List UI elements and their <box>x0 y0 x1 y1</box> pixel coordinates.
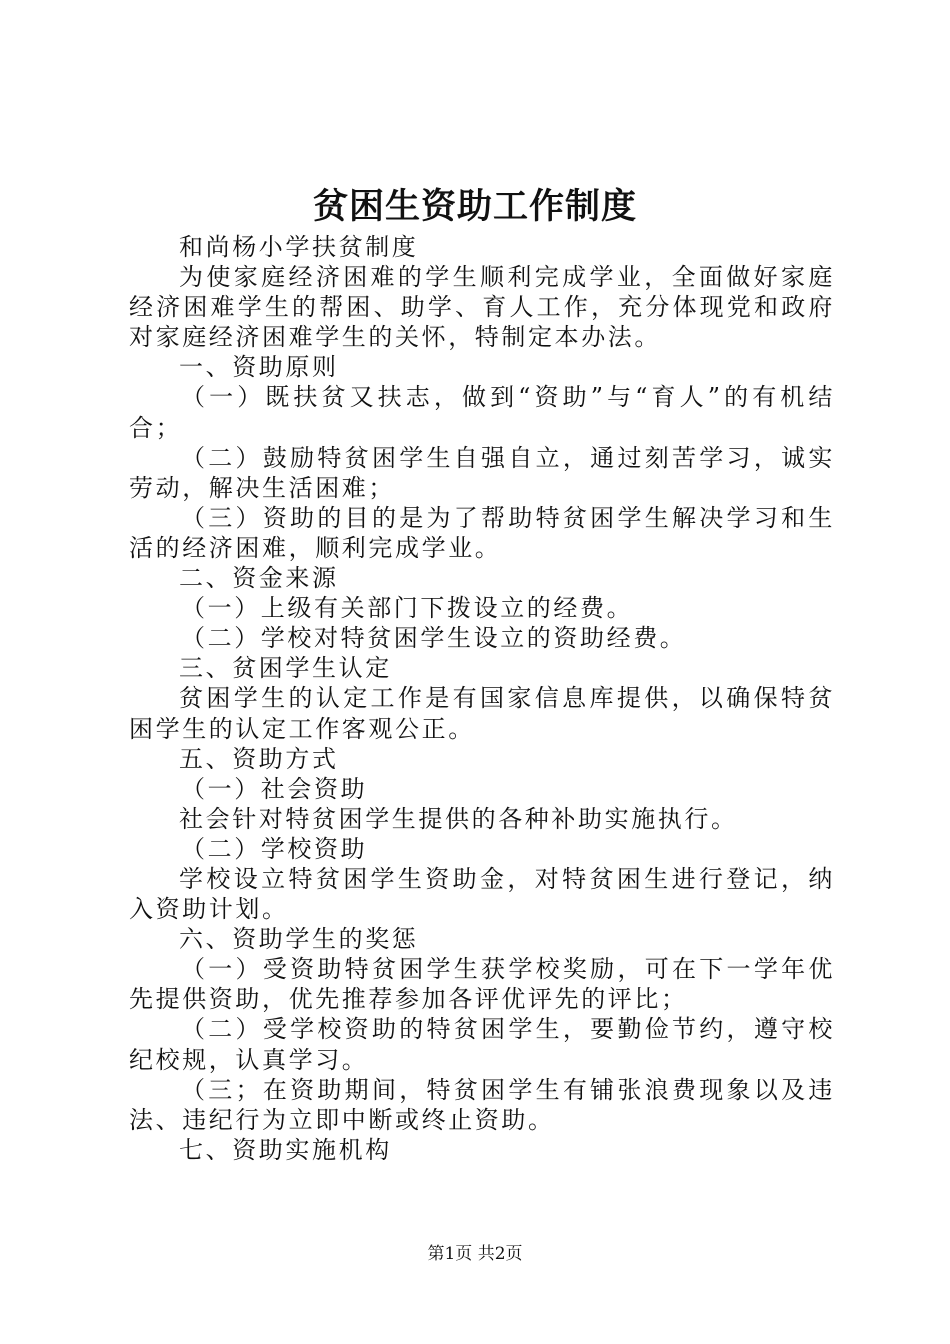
paragraph: （一）既扶贫又扶志，做到“资助”与“育人”的有机结合； <box>129 383 835 442</box>
section-heading: 一、资助原则 <box>179 353 339 382</box>
paragraph: 社会针对特贫困学生提供的各种补助实施执行。 <box>179 804 738 833</box>
paragraph: （二）学校资助 <box>181 834 368 863</box>
paragraph: 为使家庭经济困难的学生顺利完成学业，全面做好家庭经济困难学生的帮困、助学、育人工作，充分体现党和政府对家庭经济困难学生的关怀，特制定本办法。 <box>129 263 835 352</box>
paragraph: （二）学校对特贫困学生设立的资助经费。 <box>181 624 687 653</box>
section-heading: 六、资助学生的奖惩 <box>179 925 419 954</box>
paragraph: （一）上级有关部门下拨设立的经费。 <box>181 594 634 623</box>
section-heading: 五、资助方式 <box>179 744 339 773</box>
document-body <box>129 232 835 1165</box>
paragraph: （二）受学校资助的特贫困学生，要勤俭节约，遵守校纪校规，认真学习。 <box>129 1015 835 1074</box>
paragraph: 贫困学生的认定工作是有国家信息库提供，以确保特贫困学生的认定工作客观公正。 <box>129 684 835 743</box>
paragraph: 和尚杨小学扶贫制度 <box>179 233 419 261</box>
document-title: 贫困生资助工作制度 <box>312 186 637 227</box>
page-footer: 第1页 共2页 <box>427 1244 523 1264</box>
paragraph: （一）受资助特贫困学生获学校奖励，可在下一学年优先提供资助，优先推荐参加各评优评先的评比； <box>129 955 835 1014</box>
section-heading: 二、资金来源 <box>179 564 339 593</box>
paragraph: （三）资助的目的是为了帮助特贫困学生解决学习和生活的经济困难，顺利完成学业。 <box>129 503 835 562</box>
paragraph: （一）社会资助 <box>181 774 368 803</box>
section-heading: 三、贫困学生认定 <box>179 654 392 683</box>
section-heading: 七、资助实施机构 <box>179 1135 392 1164</box>
paragraph: （二）鼓励特贫困学生自强自立，通过刻苦学习，诚实劳动，解决生活困难； <box>129 443 835 502</box>
paragraph: （三；在资助期间，特贫困学生有铺张浪费现象以及违法、违纪行为立即中断或终止资助。 <box>129 1075 835 1134</box>
paragraph: 学校设立特贫困学生资助金，对特贫困生进行登记，纳入资助计划。 <box>129 864 835 924</box>
